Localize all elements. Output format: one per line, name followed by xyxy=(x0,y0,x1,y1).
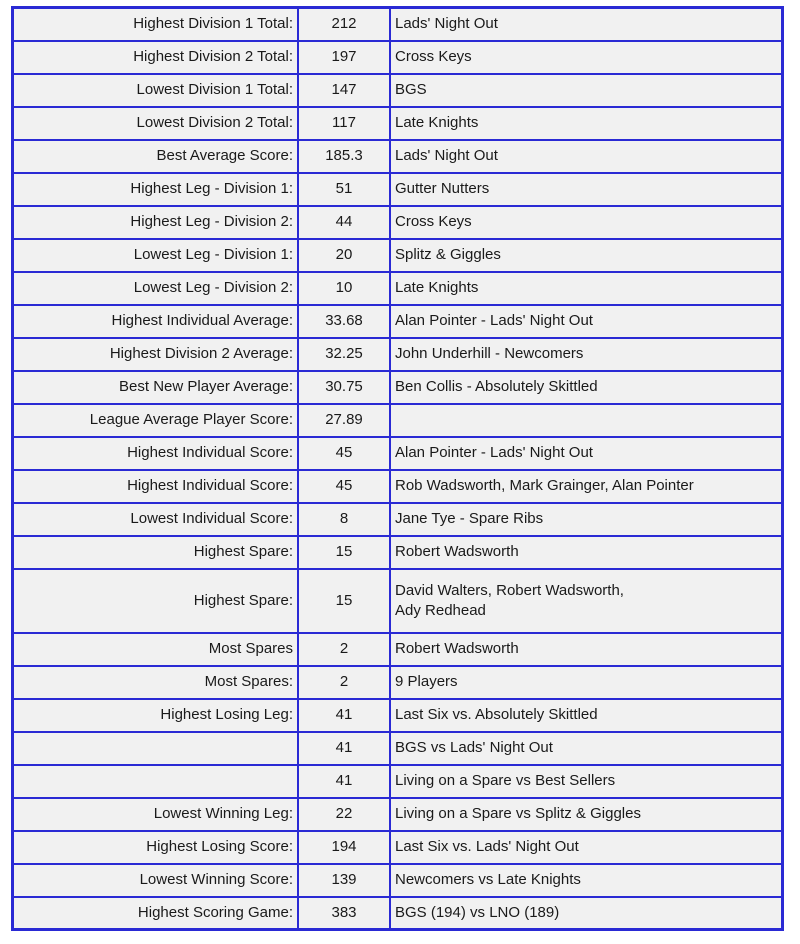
record-value: 2 xyxy=(298,633,390,666)
record-label: Best New Player Average: xyxy=(13,371,299,404)
record-holder: Last Six vs. Lads' Night Out xyxy=(390,831,783,864)
record-value: 27.89 xyxy=(298,404,390,437)
record-holder: Last Six vs. Absolutely Skittled xyxy=(390,699,783,732)
record-holder-line-1: David Walters, Robert Wadsworth, xyxy=(395,581,624,599)
table-row xyxy=(13,503,783,536)
record-value: 194 xyxy=(298,831,390,864)
record-holder: Newcomers vs Late Knights xyxy=(390,864,783,897)
table-row xyxy=(13,666,783,699)
record-holder: Cross Keys xyxy=(390,206,783,239)
table-row xyxy=(13,437,783,470)
record-label: Highest Division 1 Total: xyxy=(13,8,299,41)
record-label: Lowest Leg - Division 1: xyxy=(13,239,299,272)
table-row xyxy=(13,699,783,732)
table-row xyxy=(13,305,783,338)
record-value: 33.68 xyxy=(298,305,390,338)
record-label: Lowest Individual Score: xyxy=(13,503,299,536)
table-row xyxy=(13,107,783,140)
record-holder: Alan Pointer - Lads' Night Out xyxy=(390,305,783,338)
record-value: 212 xyxy=(298,8,390,41)
record-label: Lowest Division 2 Total: xyxy=(13,107,299,140)
record-label: Highest Leg - Division 2: xyxy=(13,206,299,239)
record-value: 20 xyxy=(298,239,390,272)
record-label: Highest Division 2 Average: xyxy=(13,338,299,371)
record-value: 32.25 xyxy=(298,338,390,371)
table-row xyxy=(13,831,783,864)
record-holder: Cross Keys xyxy=(390,41,783,74)
record-label: Most Spares xyxy=(13,633,299,666)
record-value: 185.3 xyxy=(298,140,390,173)
record-label: Highest Division 2 Total: xyxy=(13,41,299,74)
record-value: 197 xyxy=(298,41,390,74)
table-row xyxy=(13,8,783,41)
record-holder: Late Knights xyxy=(390,272,783,305)
record-value: 383 xyxy=(298,897,390,930)
record-value: 45 xyxy=(298,437,390,470)
table-row xyxy=(13,633,783,666)
records-table xyxy=(11,6,784,931)
table-row xyxy=(13,798,783,831)
record-holder: Splitz & Giggles xyxy=(390,239,783,272)
record-holder: Lads' Night Out xyxy=(390,140,783,173)
record-value: 41 xyxy=(298,765,390,798)
record-label: Highest Scoring Game: xyxy=(13,897,299,930)
record-label: Highest Individual Average: xyxy=(13,305,299,338)
record-holder: BGS xyxy=(390,74,783,107)
record-label: Best Average Score: xyxy=(13,140,299,173)
table-row xyxy=(13,41,783,74)
record-holder: BGS (194) vs LNO (189) xyxy=(390,897,783,930)
record-value: 15 xyxy=(298,569,390,633)
record-value: 30.75 xyxy=(298,371,390,404)
record-holder: Living on a Spare vs Splitz & Giggles xyxy=(390,798,783,831)
record-holder: Lads' Night Out xyxy=(390,8,783,41)
table-row xyxy=(13,239,783,272)
record-holder xyxy=(390,404,783,437)
record-holder: BGS vs Lads' Night Out xyxy=(390,732,783,765)
record-label xyxy=(13,732,299,765)
table-row xyxy=(13,536,783,569)
record-holder-line-2: Ady Redhead xyxy=(395,601,486,619)
record-value: 139 xyxy=(298,864,390,897)
record-holder: John Underhill - Newcomers xyxy=(390,338,783,371)
table-row xyxy=(13,732,783,765)
table-row xyxy=(13,765,783,798)
record-value: 8 xyxy=(298,503,390,536)
record-value: 44 xyxy=(298,206,390,239)
table-row xyxy=(13,569,783,633)
record-value: 45 xyxy=(298,470,390,503)
table-row xyxy=(13,74,783,107)
table-row xyxy=(13,338,783,371)
table-row xyxy=(13,404,783,437)
record-label: Lowest Winning Score: xyxy=(13,864,299,897)
record-holder xyxy=(390,569,783,633)
record-label xyxy=(13,765,299,798)
record-holder: Robert Wadsworth xyxy=(390,536,783,569)
record-label: Lowest Division 1 Total: xyxy=(13,74,299,107)
record-value: 2 xyxy=(298,666,390,699)
table-row xyxy=(13,897,783,930)
record-value: 41 xyxy=(298,732,390,765)
table-row xyxy=(13,206,783,239)
record-label: Highest Individual Score: xyxy=(13,437,299,470)
record-value: 41 xyxy=(298,699,390,732)
record-label: Lowest Winning Leg: xyxy=(13,798,299,831)
record-holder: 9 Players xyxy=(390,666,783,699)
table-row xyxy=(13,371,783,404)
records-body xyxy=(13,8,783,930)
record-holder: Gutter Nutters xyxy=(390,173,783,206)
record-label: Highest Losing Leg: xyxy=(13,699,299,732)
record-value: 147 xyxy=(298,74,390,107)
record-label: Highest Losing Score: xyxy=(13,831,299,864)
record-holder: Robert Wadsworth xyxy=(390,633,783,666)
record-label: League Average Player Score: xyxy=(13,404,299,437)
record-value: 51 xyxy=(298,173,390,206)
record-holder: Rob Wadsworth, Mark Grainger, Alan Pointer xyxy=(390,470,783,503)
record-holder: Living on a Spare vs Best Sellers xyxy=(390,765,783,798)
record-value: 10 xyxy=(298,272,390,305)
record-label: Highest Individual Score: xyxy=(13,470,299,503)
record-label: Lowest Leg - Division 2: xyxy=(13,272,299,305)
table-row xyxy=(13,272,783,305)
table-row xyxy=(13,470,783,503)
table-row xyxy=(13,864,783,897)
record-holder: Jane Tye - Spare Ribs xyxy=(390,503,783,536)
record-label: Highest Spare: xyxy=(13,536,299,569)
record-value: 15 xyxy=(298,536,390,569)
record-holder: Late Knights xyxy=(390,107,783,140)
record-holder: Alan Pointer - Lads' Night Out xyxy=(390,437,783,470)
table-row xyxy=(13,140,783,173)
record-holder: Ben Collis - Absolutely Skittled xyxy=(390,371,783,404)
record-label: Highest Leg - Division 1: xyxy=(13,173,299,206)
record-value: 22 xyxy=(298,798,390,831)
table-row xyxy=(13,173,783,206)
record-label: Highest Spare: xyxy=(13,569,299,633)
record-value: 117 xyxy=(298,107,390,140)
record-label: Most Spares: xyxy=(13,666,299,699)
